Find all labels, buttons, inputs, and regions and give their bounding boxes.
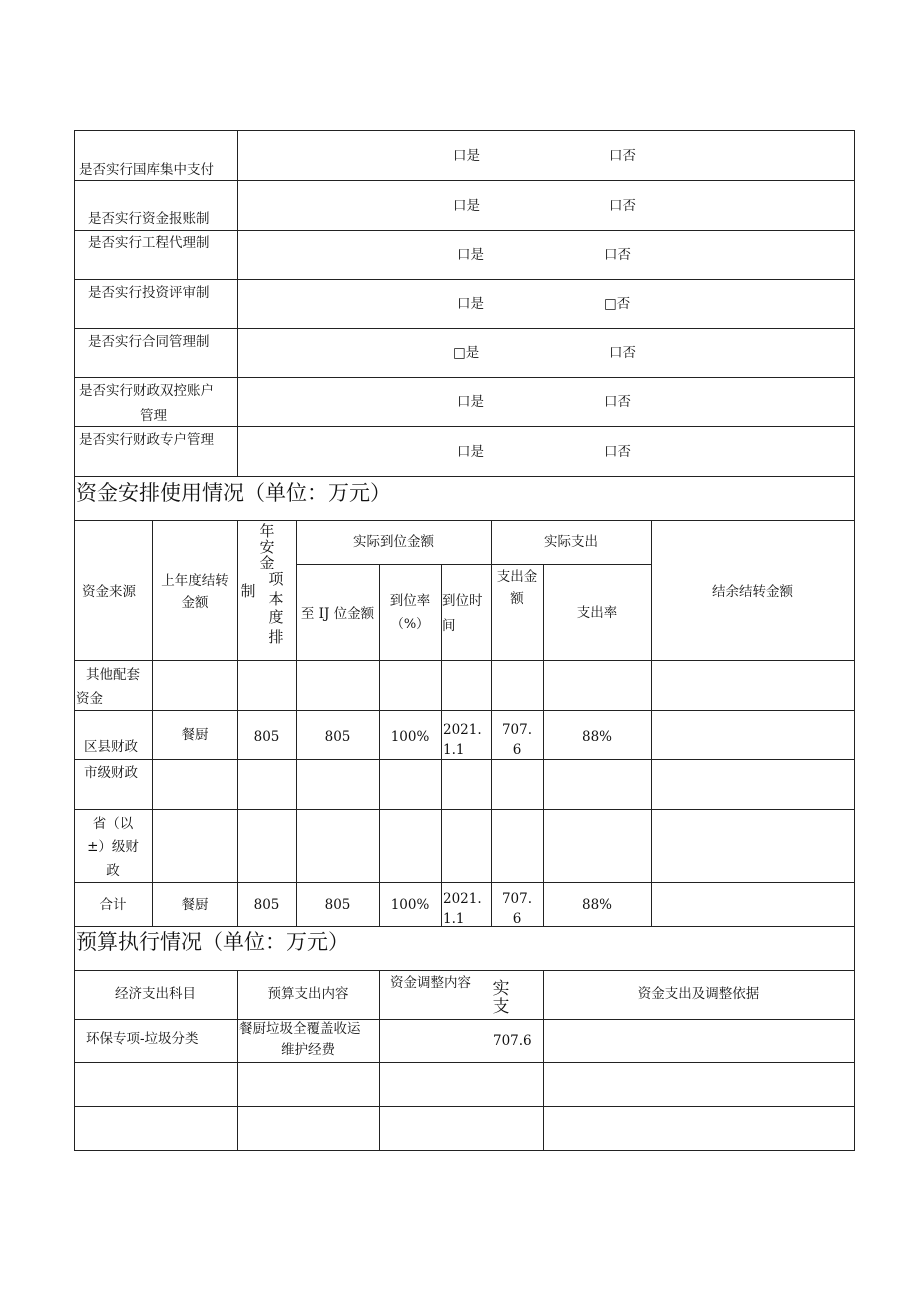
spend-amount-cell: 6 — [512, 742, 522, 758]
row-divider — [74, 377, 855, 378]
header-annual-plan: 安 — [259, 538, 275, 556]
yes-checkbox[interactable]: 口是 — [457, 296, 484, 312]
row-divider — [74, 1019, 855, 1020]
col-divider — [237, 130, 238, 476]
row-divider — [74, 1106, 855, 1107]
header-arrive-time: 间 — [442, 618, 456, 634]
prev-year-cell: 餐厨 — [181, 897, 209, 913]
no-checkbox[interactable]: 口否 — [609, 198, 636, 214]
row-label: 是否实行资金报账制 — [88, 211, 210, 227]
col-divider — [296, 520, 297, 926]
yes-checkbox[interactable]: 口是 — [453, 198, 480, 214]
spend-amount-cell: 707. — [501, 891, 533, 907]
row-divider — [74, 710, 855, 711]
source-cell: 省（以 — [92, 816, 134, 832]
source-cell: ±）级财 — [87, 839, 139, 855]
yes-checkbox[interactable]: 口是 — [457, 247, 484, 263]
row-label: 是否实行国库集中支付 — [79, 162, 214, 178]
row-divider — [296, 564, 651, 565]
row-divider — [74, 759, 855, 760]
yes-checkbox[interactable]: 口是 — [453, 148, 480, 164]
yes-checkbox[interactable]: □是 — [453, 345, 480, 361]
no-checkbox[interactable]: 口否 — [604, 444, 631, 460]
row-divider — [74, 1062, 855, 1063]
header-adjust: 资金调整内容 — [390, 975, 471, 991]
header-basis: 资金支出及调整依据 — [637, 986, 760, 1002]
plan-cell: 805 — [253, 729, 280, 745]
col-divider — [651, 520, 652, 926]
yes-checkbox[interactable]: 口是 — [457, 394, 484, 410]
source-cell: 其他配套 — [86, 667, 140, 683]
header-prev-year: 金额 — [181, 595, 209, 611]
yes-checkbox[interactable]: 口是 — [457, 444, 484, 460]
source-cell: 市级财政 — [84, 765, 138, 781]
header-to-position: 至 IJ 位金额 — [300, 606, 375, 622]
row-label: 是否实行工程代理制 — [88, 235, 210, 251]
row-divider — [74, 970, 855, 971]
col-divider — [379, 970, 380, 1151]
header-annual-plan: 项 — [268, 570, 284, 588]
row-divider — [74, 926, 855, 927]
spend-amount-cell: 707. — [501, 722, 533, 738]
row-divider — [74, 426, 855, 427]
header-spend-amount: 支出金 — [496, 569, 538, 585]
content-cell: 餐厨垃圾全覆盖收运 — [239, 1021, 361, 1037]
header-actual: 支 — [492, 997, 510, 1017]
no-checkbox[interactable]: 口否 — [609, 148, 636, 164]
header-arrive-time: 到位时 — [442, 593, 483, 609]
header-annual-plan: 年 — [259, 522, 275, 540]
row-divider — [74, 882, 855, 883]
header-annual-plan: 排 — [268, 628, 284, 646]
table-border-bottom — [74, 1150, 855, 1151]
row-divider — [74, 660, 855, 661]
actual-cell: 707.6 — [493, 1033, 532, 1049]
arrive-time-cell: 1.1 — [443, 911, 465, 927]
source-cell: 区县财政 — [84, 739, 138, 755]
prev-year-cell: 餐厨 — [181, 727, 209, 743]
header-spend-amount: 额 — [510, 591, 524, 607]
arrive-time-cell: 2021. — [443, 891, 482, 907]
row-divider — [74, 328, 855, 329]
section-title: 预算执行情况（单位：万元） — [76, 930, 349, 954]
arrived-cell: 805 — [324, 729, 351, 745]
source-cell: 政 — [106, 863, 120, 879]
spend-rate-cell: 88% — [581, 897, 612, 913]
header-annual-plan: 金 — [259, 554, 275, 572]
no-checkbox[interactable]: 口否 — [609, 345, 636, 361]
header-source: 资金来源 — [82, 584, 136, 600]
row-label: 是否实行投资评审制 — [88, 285, 210, 301]
spend-amount-cell: 6 — [512, 911, 522, 927]
header-actual-spend: 实际支出 — [544, 534, 598, 550]
header-arrive-rate: 到位率 — [389, 593, 431, 609]
header-annual-plan: 制 — [240, 582, 256, 600]
header-actual: 实 — [492, 979, 510, 999]
header-annual-plan: 度 — [268, 608, 284, 626]
header-balance: 结余结转金额 — [712, 584, 793, 600]
section-title: 资金安排使用情况（单位：万元） — [76, 481, 391, 505]
row-divider — [74, 476, 855, 477]
header-spend-rate: 支出率 — [576, 605, 618, 621]
header-annual-plan: 本 — [268, 590, 284, 608]
arrive-rate-cell: 100% — [390, 897, 430, 913]
no-checkbox[interactable]: □否 — [604, 296, 631, 312]
header-subject: 经济支出科目 — [115, 986, 196, 1002]
row-divider — [74, 809, 855, 810]
no-checkbox[interactable]: 口否 — [604, 394, 631, 410]
header-prev-year: 上年度结转 — [161, 573, 229, 589]
arrive-rate-cell: 100% — [390, 729, 430, 745]
arrived-cell: 805 — [324, 897, 351, 913]
row-divider — [74, 520, 855, 521]
source-cell: 合计 — [99, 897, 127, 913]
plan-cell: 805 — [253, 897, 280, 913]
table-border-right — [854, 130, 855, 1151]
subject-cell: 环保专项-垃圾分类 — [86, 1031, 199, 1047]
col-divider — [237, 520, 238, 926]
report-table — [74, 130, 855, 1151]
header-content: 预算支出内容 — [267, 986, 349, 1002]
row-divider — [74, 279, 855, 280]
source-cell: 资金 — [76, 691, 103, 707]
row-label: 是否实行财政双控账户 — [79, 383, 214, 399]
row-divider — [74, 230, 855, 231]
no-checkbox[interactable]: 口否 — [604, 247, 631, 263]
arrive-time-cell: 1.1 — [443, 742, 465, 758]
header-arrive-rate: （%） — [390, 617, 430, 632]
row-label: 是否实行合同管理制 — [88, 334, 210, 350]
spend-rate-cell: 88% — [581, 729, 612, 745]
header-arrived: 实际到位金额 — [353, 534, 434, 550]
content-cell: 维护经费 — [281, 1042, 335, 1058]
row-label: 管理 — [140, 408, 167, 424]
table-border-top — [74, 130, 855, 131]
arrive-time-cell: 2021. — [443, 722, 482, 738]
row-label: 是否实行财政专户管理 — [79, 432, 214, 448]
